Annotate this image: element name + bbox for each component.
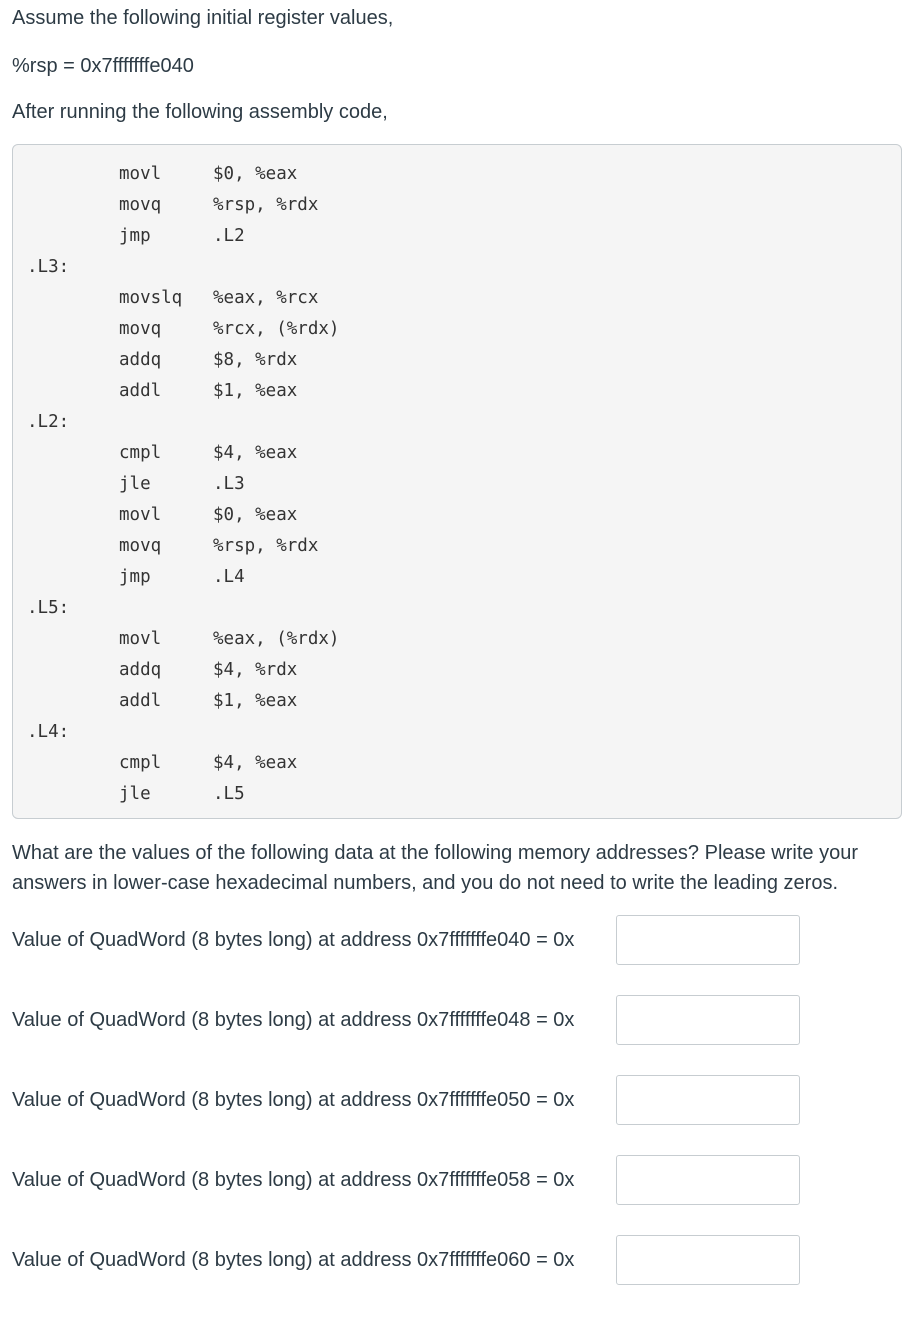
code-operands: $4, %eax (213, 753, 298, 773)
code-label-line (13, 407, 901, 438)
code-operands: $1, %eax (213, 381, 298, 401)
code-operands: %rcx, (%rdx) (213, 319, 340, 339)
code-instruction-line (13, 283, 901, 314)
answer-row-2 (12, 995, 812, 1045)
answer-input-e058[interactable] (616, 1155, 800, 1205)
answer-input-e040[interactable] (616, 915, 800, 965)
code-opcode: jle (119, 784, 151, 804)
code-label-line (13, 717, 901, 748)
code-opcode: addq (119, 350, 162, 370)
code-operands: .L2 (213, 226, 245, 246)
code-instruction-line (13, 562, 901, 593)
code-operands: $1, %eax (213, 691, 298, 711)
answer-row-3 (12, 1075, 812, 1125)
code-instruction-line (13, 655, 901, 686)
code-label: .L3: (27, 257, 70, 277)
code-opcode: movq (119, 536, 162, 556)
code-operands: %rsp, %rdx (213, 536, 319, 556)
code-instruction-line (13, 190, 901, 221)
code-operands: %eax, (%rdx) (213, 629, 340, 649)
code-operands: .L5 (213, 784, 245, 804)
code-opcode: jmp (119, 567, 151, 587)
code-label: .L5: (27, 598, 70, 618)
code-opcode: jle (119, 474, 151, 494)
code-operands: $4, %eax (213, 443, 298, 463)
answer-label-4: Value of QuadWord (8 bytes long) at address 0x7fffffffe058 = 0x (12, 1169, 575, 1191)
code-operands: %rsp, %rdx (213, 195, 319, 215)
answer-label-5: Value of QuadWord (8 bytes long) at address 0x7fffffffe060 = 0x (12, 1249, 575, 1271)
code-label: .L2: (27, 412, 70, 432)
code-operands: $0, %eax (213, 505, 298, 525)
code-opcode: movl (119, 164, 162, 184)
code-operands: .L3 (213, 474, 245, 494)
code-operands: .L4 (213, 567, 245, 587)
intro-line-3: After running the following assembly code, (12, 101, 388, 123)
code-label-line (13, 252, 901, 283)
code-instruction-line (13, 531, 901, 562)
code-instruction-line (13, 345, 901, 376)
answer-label-1: Value of QuadWord (8 bytes long) at address 0x7fffffffe040 = 0x (12, 929, 575, 951)
code-instruction-line (13, 438, 901, 469)
intro-line-1: Assume the following initial register values, (12, 7, 394, 29)
code-instruction-line (13, 748, 901, 779)
code-opcode: movq (119, 319, 162, 339)
answer-input-e060[interactable] (616, 1235, 800, 1285)
code-opcode: addl (119, 381, 162, 401)
code-operands: $0, %eax (213, 164, 298, 184)
code-operands: %eax, %rcx (213, 288, 319, 308)
code-opcode: movq (119, 195, 162, 215)
code-label: .L4: (27, 722, 70, 742)
assembly-code-block (12, 144, 902, 819)
code-instruction-line (13, 500, 901, 531)
answer-row-5 (12, 1235, 812, 1285)
answer-label-2: Value of QuadWord (8 bytes long) at address 0x7fffffffe048 = 0x (12, 1009, 575, 1031)
code-opcode: cmpl (119, 443, 162, 463)
code-opcode: movl (119, 505, 162, 525)
code-operands: $8, %rdx (213, 350, 298, 370)
answer-row-1 (12, 915, 812, 965)
answer-row-4 (12, 1155, 812, 1205)
code-opcode: jmp (119, 226, 151, 246)
code-instruction-line (13, 159, 901, 190)
code-opcode: addq (119, 660, 162, 680)
code-instruction-line (13, 314, 901, 345)
code-opcode: movslq (119, 288, 183, 308)
initial-register-value: %rsp = 0x7fffffffe040 (12, 55, 194, 77)
question-prompt: What are the values of the following data at the following memory addresses? Please write your answers in lower-case hexadecimal numbers, and you do not need to write the leading zeros. (12, 842, 858, 894)
code-instruction-line (13, 221, 901, 252)
code-operands: $4, %rdx (213, 660, 298, 680)
code-instruction-line (13, 376, 901, 407)
code-label-line (13, 593, 901, 624)
code-opcode: addl (119, 691, 162, 711)
code-instruction-line (13, 686, 901, 717)
code-opcode: movl (119, 629, 162, 649)
code-instruction-line (13, 779, 901, 810)
answer-input-e048[interactable] (616, 995, 800, 1045)
code-opcode: cmpl (119, 753, 162, 773)
code-instruction-line (13, 624, 901, 655)
answer-input-e050[interactable] (616, 1075, 800, 1125)
answer-label-3: Value of QuadWord (8 bytes long) at address 0x7fffffffe050 = 0x (12, 1089, 575, 1111)
code-instruction-line (13, 469, 901, 500)
